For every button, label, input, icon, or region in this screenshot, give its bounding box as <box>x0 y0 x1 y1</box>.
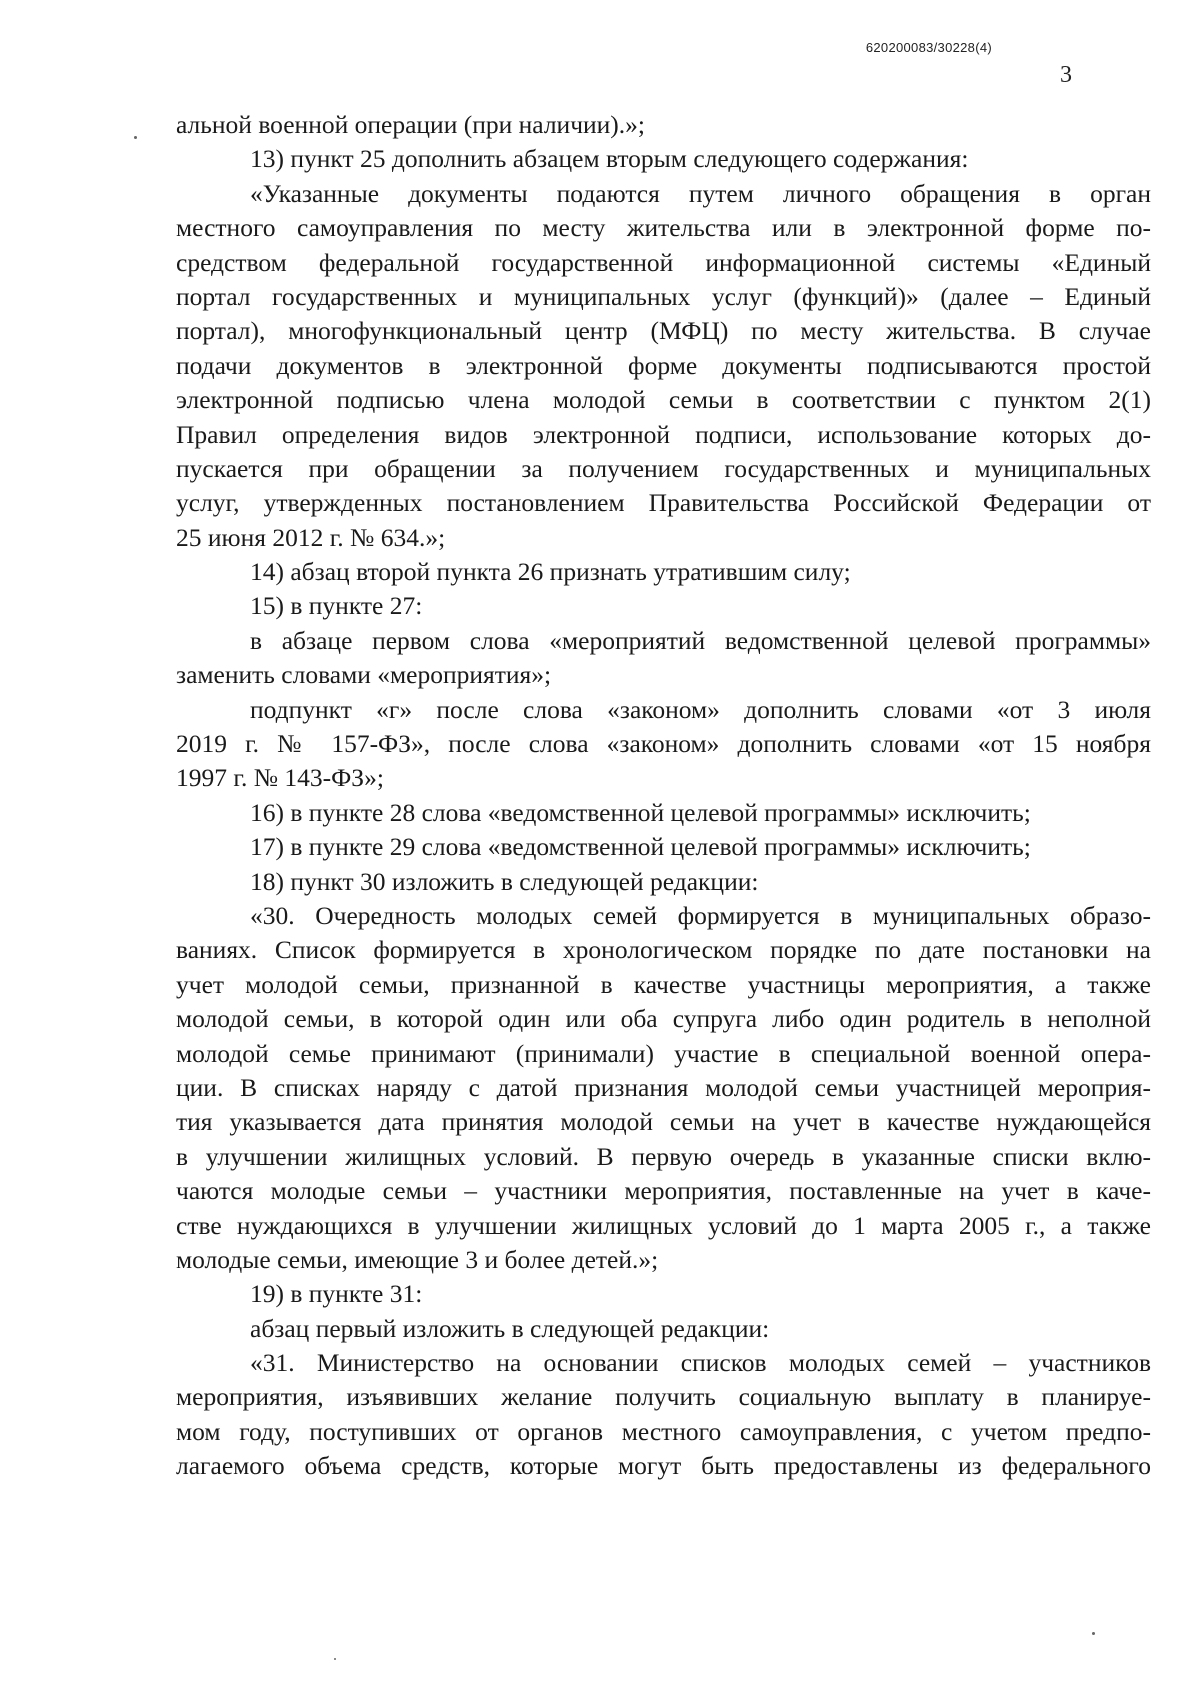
text-line: учет молодой семьи, признанной в качестве участницы мероприятия, а также <box>176 969 1151 999</box>
text-line: абзац первый изложить в следующей редакции: <box>250 1313 770 1343</box>
text-line: портал государственных и муниципальных услуг (функций)» (далее – Единый <box>176 281 1151 311</box>
text-line: 25 июня 2012 г. № 634.»; <box>176 522 446 552</box>
scan-speck <box>1092 1632 1095 1635</box>
text-line: Правил определения видов электронной подписи, использование которых до- <box>176 419 1151 449</box>
text-line: «30. Очередность молодых семей формируется в муниципальных образо- <box>250 900 1151 930</box>
text-line: 18) пункт 30 изложить в следующей редакции: <box>250 866 759 896</box>
text-line: молодой семье принимают (принимали) участие в специальной военной опера- <box>176 1038 1151 1068</box>
text-line: «31. Министерство на основании списков молодых семей – участников <box>250 1348 1151 1378</box>
text-line: 19) в пункте 31: <box>250 1279 423 1309</box>
text-line: подпункт «г» после слова «законом» дополнить словами «от 3 июля <box>250 694 1151 724</box>
text-line: ции. В списках наряду с датой признания молодой семьи участницей мероприя- <box>176 1072 1151 1102</box>
text-line: 2019 г. № 157-ФЗ», после слова «законом» дополнить словами «от 15 ноября <box>176 729 1151 759</box>
scan-speck <box>334 1658 336 1660</box>
text-line: 14) абзац второй пункта 26 признать утратившим силу; <box>250 557 851 587</box>
text-line: молодые семьи, имеющие 3 и более детей.»; <box>176 1244 659 1274</box>
text-line: чаются молодые семьи – участники мероприятия, поставленные на учет в каче- <box>176 1176 1151 1206</box>
text-line: 17) в пункте 29 слова «ведомственной целевой программы» исключить; <box>250 832 1031 862</box>
text-line: электронной подписью члена молодой семьи в соответствии с пунктом 2(1) <box>176 385 1151 415</box>
text-line: 1997 г. № 143-ФЗ»; <box>176 763 384 793</box>
text-line: в улучшении жилищных условий. В первую очередь в указанные списки вклю- <box>176 1141 1151 1171</box>
text-line: ваниях. Список формируется в хронологическом порядке по дате постановки на <box>176 935 1151 965</box>
text-line: 16) в пункте 28 слова «ведомственной целевой программы» исключить; <box>250 797 1031 827</box>
text-line: лагаемого объема средств, которые могут быть предоставлены из федерального <box>176 1451 1151 1481</box>
text-line: молодой семьи, в которой один или оба супруга либо один родитель в неполной <box>176 1004 1151 1034</box>
scan-speck <box>134 136 137 139</box>
text-line: тия указывается дата принятия молодой семьи на учет в качестве нуждающейся <box>176 1107 1151 1137</box>
text-line: в абзаце первом слова «мероприятий ведомственной целевой программы» <box>250 625 1151 655</box>
text-line: 15) в пункте 27: <box>250 591 423 621</box>
text-line: стве нуждающихся в улучшении жилищных условий до 1 марта 2005 г., а также <box>176 1210 1151 1240</box>
text-line: 13) пункт 25 дополнить абзацем вторым следующего содержания: <box>250 144 969 174</box>
document-body <box>176 108 1151 1484</box>
text-line: «Указанные документы подаются путем личного обращения в орган <box>250 178 1151 208</box>
text-line: портал), многофункциональный центр (МФЦ) по месту жительства. В случае <box>176 316 1151 346</box>
text-line: пускается при обращении за получением государственных и муниципальных <box>176 453 1151 483</box>
text-line: мероприятия, изъявивших желание получить социальную выплату в планируе- <box>176 1382 1151 1412</box>
page-number: 3 <box>1060 62 1072 88</box>
text-line: подачи документов в электронной форме документы подписываются простой <box>176 350 1151 380</box>
text-line: услуг, утвержденных постановлением Правительства Российской Федерации от <box>176 488 1151 518</box>
text-line: мом году, поступивших от органов местного самоуправления, с учетом предпо- <box>176 1416 1151 1446</box>
text-line: заменить словами «мероприятия»; <box>176 660 552 690</box>
text-line: местного самоуправления по месту жительства или в электронной форме по- <box>176 213 1151 243</box>
text-line: альной военной операции (при наличии).»; <box>176 110 646 139</box>
document-id: 620200083/30228(4) <box>865 40 992 55</box>
text-line: средством федеральной государственной информационной системы «Единый <box>176 247 1151 277</box>
